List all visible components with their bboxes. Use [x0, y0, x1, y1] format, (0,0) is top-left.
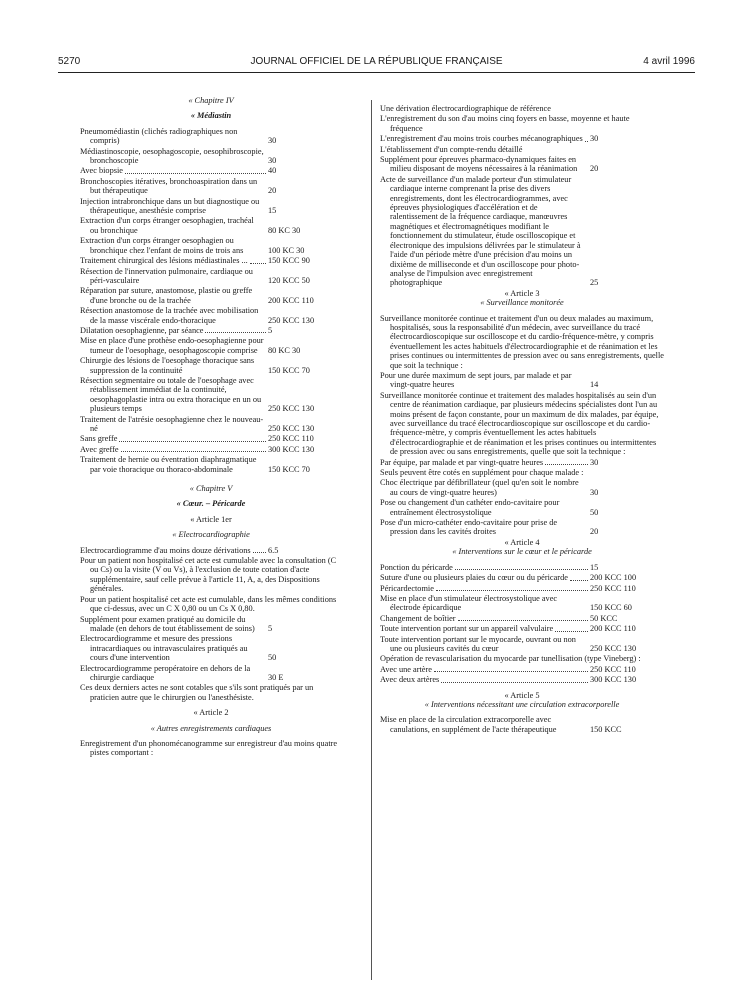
- entry-value: 150 KCC 90: [268, 256, 310, 266]
- entry-row: [380, 175, 664, 288]
- entry-text: Résection segmentaire ou totale de l'oesophage avec rétablissement immédiat de la continuité, oesophagoplastie intra ou extra thoracique en un ou plusieurs temps: [80, 375, 262, 414]
- entry-value: 150 KCC 70: [268, 365, 310, 375]
- entry-value: 50 KCC: [590, 613, 618, 623]
- entry-value: 25: [590, 278, 599, 288]
- entry-value: 40: [268, 166, 277, 176]
- entry-row: [80, 306, 342, 325]
- entry-row: [80, 455, 342, 474]
- entry-text: Changement de boîtier: [380, 613, 456, 623]
- page-number: 5270: [58, 56, 81, 67]
- entry-value: 30: [590, 457, 599, 467]
- issue-date: 4 avril 1996: [643, 56, 695, 67]
- entry-text: Toute intervention portant sur le myocarde, ouvrant ou non une ou plusieurs cavités du cœur: [380, 634, 576, 653]
- entry-row: [80, 546, 342, 555]
- entry-text: Extraction d'un corps étranger oesophagien, trachéal ou bronchique: [80, 216, 254, 235]
- entry-text: L'enregistrement d'au moins trois courbes mécanographiques: [380, 134, 583, 144]
- entry-text: Pneumomédiastin (clichés radiographiques non compris): [80, 126, 238, 146]
- right-column: [380, 104, 664, 735]
- entry-value: 300 KCC 130: [590, 675, 637, 685]
- entry-text: Pour un patient non hospitalisé cet acte est cumulable avec la consultation (C ou Cs) ou la visite (V ou Vs), à l'exclusion de toute cotation d'acte supplémentaire, sauf celle prévue à l'article 11, A, a, des Dispositions générales.: [80, 556, 337, 594]
- chapter-5-heading: « Chapitre V: [189, 484, 233, 494]
- entry-value: 250 KCC 130: [590, 643, 637, 653]
- entry-row: [80, 415, 342, 434]
- dot-leader: [555, 631, 588, 632]
- entry-row: [80, 256, 342, 265]
- entry-text: Bronchoscopies itératives, bronchoaspiration dans un but thérapeutique: [80, 176, 258, 196]
- entry-text: Electrocardiogramme d'au moins douze dérivations: [80, 545, 251, 555]
- entry-text: Acte de surveillance d'un malade porteur d'un stimulateur cardiaque interne comprenant la prise des divers enregistrements, dont les électrocardiogrammes, avec épreuves physiologiques d'accélération et de ralentissement de la fréquence cardiaque, manœuvres magnétiques et électromagnétiques modifiant le fonctionnement du stimulateur, étude oscilloscopique et électronique des impulsions délivrées par le stimulateur à l'aide d'un période mètre d'une précision d'au moins un dixième de milliseconde et d'un oscilloscope pour photo-analyse de l'impulsion avec enregistrement photographique: [380, 174, 581, 288]
- entry-value: 20: [590, 164, 599, 174]
- entry-row: [80, 286, 342, 305]
- article-1-heading: « Article 1er: [190, 514, 232, 524]
- dot-leader: [545, 464, 588, 465]
- entry-text: L'enregistrement du son d'au moins cinq foyers en basse, moyenne et haute fréquence: [380, 114, 630, 133]
- entry-value: 30: [590, 134, 599, 144]
- entry-row: [380, 624, 664, 633]
- entry-row: [380, 498, 664, 517]
- entry-row: [380, 114, 664, 133]
- mediastin-list: [80, 127, 342, 474]
- entry-value: 250 KCC 130: [268, 424, 315, 433]
- entry-value: 250 KCC 110: [590, 664, 636, 674]
- chapter-4-heading: « Chapitre IV: [188, 96, 234, 105]
- entry-value: 200 KCC 110: [590, 624, 636, 634]
- entry-row: [80, 166, 342, 175]
- entry-value: 20: [590, 527, 599, 537]
- entry-text: Par équipe, par malade et par vingt-quatre heures: [380, 457, 544, 467]
- entry-text: Mise en place d'un stimulateur électrosystolique avec électrode épicardique: [380, 593, 558, 613]
- entry-text: Réparation par suture, anastomose, plastie ou greffe d'une bronche ou de la trachée: [80, 286, 253, 305]
- entry-row: [80, 356, 342, 375]
- entry-value: 50: [268, 653, 277, 663]
- entry-text: Avec greffe: [80, 444, 119, 454]
- entry-value: 30 E: [268, 672, 284, 682]
- entry-row: [380, 468, 664, 477]
- entry-value: 150 KCC: [590, 724, 622, 734]
- entry-row: [80, 177, 342, 196]
- entry-text: Injection intrabronchique dans un but diagnostique ou thérapeutique, anesthésie comprise: [80, 196, 260, 216]
- entry-text: Une dérivation électrocardiographique de référence: [380, 104, 551, 113]
- entry-row: [80, 739, 342, 758]
- entry-value: 150 KCC 70: [268, 464, 310, 474]
- dot-leader: [458, 620, 588, 621]
- entry-row: [80, 556, 342, 594]
- entry-row: [380, 654, 664, 663]
- entry-row: [380, 518, 664, 537]
- article-1-title: « Electrocardiographie: [172, 530, 250, 540]
- entry-text: Supplément pour examen pratiqué au domicile du malade (en dehors de tout établissement de soins): [80, 614, 255, 633]
- dot-leader: [585, 141, 588, 142]
- cec-list: [380, 715, 664, 734]
- dot-leader: [570, 580, 588, 581]
- entry-row: [80, 326, 342, 335]
- interventions-list: [380, 563, 664, 685]
- entry-value: 250 KCC 110: [590, 583, 636, 593]
- entry-text: Ponction du péricarde: [380, 562, 453, 572]
- entry-value: 15: [268, 206, 277, 216]
- article-4-title: « Interventions sur le cœur et le péricarde: [452, 547, 592, 557]
- entry-row: [380, 675, 664, 684]
- article-2-title: « Autres enregistrements cardiaques: [150, 723, 272, 733]
- entry-text: Surveillance monitorée continue et traitement d'un ou deux malades au maximum, hospitalisés, sous la responsabilité d'un médecin, avec surveillance du tracé électrocardioscopique sur oscilloscope et du cardio-fréquence-mètre, y compris éventuellement les actes habituels d'électrocardiographie et de réanimation et les prises continues ou intermittentes de pression avec ou sans enregistrements, quelle que soit la technique :: [380, 313, 664, 370]
- entry-value: 5: [268, 325, 273, 335]
- chapter-5-title: « Cœur. – Péricarde: [176, 499, 246, 509]
- dot-leader: [434, 671, 588, 672]
- entry-row: [380, 594, 664, 613]
- page-header: [58, 56, 695, 70]
- entry-row: [380, 458, 664, 467]
- entry-value: 150 KCC 60: [590, 603, 632, 613]
- entry-text: Pour une durée maximum de sept jours, par malade et par vingt-quatre heures: [380, 370, 572, 390]
- entry-text: Suture d'une ou plusieurs plaies du cœur ou du péricarde: [380, 573, 568, 583]
- entry-value: 15: [590, 562, 599, 572]
- entry-text: Avec une artère: [380, 664, 432, 674]
- entry-row: [380, 715, 664, 734]
- entry-value: 250 KCC 110: [268, 434, 314, 444]
- entry-value: 30: [268, 156, 277, 166]
- entry-value: 120 KCC 50: [268, 275, 310, 285]
- entry-text: L'établissement d'un compte-rendu détaillé: [380, 144, 523, 154]
- entry-text: Pour un patient hospitalisé cet acte est cumulable, dans les mêmes conditions que ci-dessus, avec un C X 0,80 ou un Cs X 0,80.: [80, 594, 337, 614]
- electrocardiographie-list: [80, 546, 342, 703]
- article-2-heading: « Article 2: [193, 708, 229, 718]
- entry-row: [380, 478, 664, 497]
- phonomecanogramme-list: [380, 104, 664, 288]
- dot-leader: [119, 441, 266, 442]
- entry-row: [380, 371, 664, 390]
- entry-row: [80, 434, 342, 443]
- entry-text: Ces deux derniers actes ne sont cotables que s'ils sont pratiqués par un praticien autre que le chirurgien ou l'anesthésiste.: [80, 683, 314, 702]
- entry-value: 250 KCC 130: [268, 404, 315, 414]
- entry-row: [80, 127, 342, 146]
- entry-text: Sans greffe: [80, 434, 118, 444]
- dot-leader: [455, 569, 588, 570]
- entry-value: 250 KCC 130: [268, 315, 315, 325]
- entry-text: Résection anastomose de la trachée avec mobilisation de la masse viscérale endo-thoracique: [80, 306, 259, 325]
- entry-row: [80, 445, 342, 454]
- entry-text: Electrocardiogramme et mesure des pressions intracardiaques ou intravasculaires pratiqués au cours d'une intervention: [80, 634, 248, 663]
- entry-value: 200 KCC 100: [590, 573, 637, 583]
- entry-text: Mise en place d'une prothèse endo-oesophagienne pour tumeur de l'oesophage, oesophagoscopie comprise: [80, 336, 264, 355]
- entry-text: Traitement de hernie ou éventration diaphragmatique par voie thoracique ou thoraco-abdominale: [80, 455, 257, 474]
- dot-leader: [125, 173, 266, 174]
- entry-row: [80, 615, 342, 634]
- entry-text: Seuls peuvent être cotés en supplément pour chaque malade :: [380, 468, 584, 478]
- entry-row: [380, 134, 664, 143]
- chapter-4-title: « Médiastin: [190, 111, 232, 121]
- entry-row: [380, 314, 664, 370]
- entry-text: Extraction d'un corps étranger oesophagien ou bronchique chez l'enfant de moins de trois ans: [80, 236, 244, 255]
- entry-value: 80 KC 30: [268, 225, 301, 235]
- entry-value: 14: [590, 380, 599, 390]
- entry-text: Chirurgie des lésions de l'oesophage thoracique sans suppression de la continuité: [80, 356, 255, 375]
- entry-row: [80, 634, 342, 662]
- entry-text: Surveillance monitorée continue et traitement des malades hospitalisés au sein d'un centre de réanimation cardiaque, par plusieurs médecins spécialistes dont l'un au moins présent de façon constante, pour un maximum de dix malades, par équipe, avec surveillance du tracé électrocardioscopique sur oscilloscope et du cardio-fréquence-mètre, y compris éventuellement les actes habituels d'électrocardiographie et de réanimation et les prises continues ou intermittentes de pression avec ou sans enregistrements, quelle que soit la technique :: [380, 390, 659, 457]
- entry-text: Traitement de l'atrésie oesophagienne chez le nouveau-né: [80, 414, 264, 433]
- surveillance-list: [380, 314, 664, 537]
- entry-row: [80, 683, 342, 702]
- entry-text: Opération de revascularisation du myocarde par tunellisation (type Vineberg) :: [380, 654, 641, 664]
- entry-value: 50: [590, 507, 599, 517]
- entry-row: [80, 236, 342, 255]
- entry-row: [380, 563, 664, 572]
- entry-text: Supplément pour épreuves pharmaco-dynamiques faites en milieu disposant de moyens nécessaires à la réanimation: [380, 155, 578, 174]
- entry-value: 30: [268, 136, 277, 146]
- entry-row: [380, 573, 664, 582]
- enregistrements-list: [80, 739, 342, 758]
- entry-text: Avec biopsie: [80, 166, 123, 176]
- entry-value: 100 KC 30: [268, 245, 305, 255]
- header-rule: [58, 72, 695, 73]
- entry-row: [80, 376, 342, 414]
- dot-leader: [253, 552, 266, 553]
- entry-value: 200 KCC 110: [268, 295, 314, 305]
- dot-leader: [436, 590, 588, 591]
- entry-row: [80, 664, 342, 683]
- entry-value: 300 KCC 130: [268, 444, 315, 454]
- entry-row: [380, 104, 664, 113]
- entry-text: Enregistrement d'un phonomécanogramme sur enregistreur d'au moins quatre pistes comportant :: [80, 738, 338, 758]
- journal-title: JOURNAL OFFICIEL DE LA RÉPUBLIQUE FRANÇAISE: [250, 56, 503, 67]
- entry-text: Médiastinoscopie, oesophagoscopie, oesophibroscopie, bronchoscopie: [80, 146, 264, 166]
- entry-row: [80, 267, 342, 286]
- entry-row: [380, 614, 664, 623]
- article-3-heading: « Article 3: [504, 288, 540, 298]
- dot-leader: [205, 332, 266, 333]
- entry-value: 5: [268, 623, 273, 633]
- entry-text: Pose ou changement d'un cathéter endo-cavitaire pour entraînement électrosystolique: [380, 498, 560, 517]
- entry-row: [380, 584, 664, 593]
- dot-leader: [121, 451, 266, 452]
- entry-row: [380, 391, 664, 457]
- entry-value: 80 KC 30: [268, 345, 301, 355]
- entry-text: Dilatation oesophagienne, par séance: [80, 325, 204, 335]
- dot-leader: [250, 263, 266, 264]
- entry-row: [80, 595, 342, 614]
- entry-text: Résection de l'innervation pulmonaire, cardiaque ou péri-vasculaire: [80, 266, 253, 285]
- article-5-title: « Interventions nécessitant une circulation extracorporelle: [424, 699, 620, 709]
- entry-row: [80, 336, 342, 355]
- article-4-heading: « Article 4: [504, 537, 540, 547]
- entry-row: [380, 665, 664, 674]
- entry-text: Choc électrique par défibrillateur (quel qu'en soit le nombre au cours de vingt-quatre heures): [380, 478, 579, 497]
- entry-value: 6.5: [268, 545, 279, 555]
- column-divider: [371, 100, 372, 980]
- entry-text: Electrocardiogramme peropératoire en dehors de la chirurgie cardiaque: [80, 663, 251, 682]
- dot-leader: [441, 682, 588, 683]
- article-5-heading: « Article 5: [504, 690, 540, 700]
- entry-text: Pose d'un micro-cathéter endo-cavitaire pour prise de pression dans les cavités droites: [380, 518, 558, 537]
- entry-row: [80, 197, 342, 216]
- entry-value: 30: [590, 487, 599, 497]
- entry-row: [80, 216, 342, 235]
- entry-text: Péricardectomie: [380, 583, 434, 593]
- entry-text: Traitement chirurgical des lésions médiastinales ...: [80, 256, 248, 266]
- entry-row: [380, 635, 664, 654]
- entry-text: Avec deux artères: [380, 675, 440, 685]
- entry-value: 20: [268, 186, 277, 196]
- left-column: [80, 96, 342, 759]
- entry-text: Toute intervention portant sur un appareil valvulaire: [380, 624, 554, 634]
- entry-text: Mise en place de la circulation extracorporelle avec canulations, en supplément de l'acte thérapeutique: [380, 715, 557, 734]
- entry-row: [80, 147, 342, 166]
- entry-row: [380, 155, 664, 174]
- article-3-title: « Surveillance monitorée: [480, 298, 564, 308]
- entry-row: [380, 145, 664, 154]
